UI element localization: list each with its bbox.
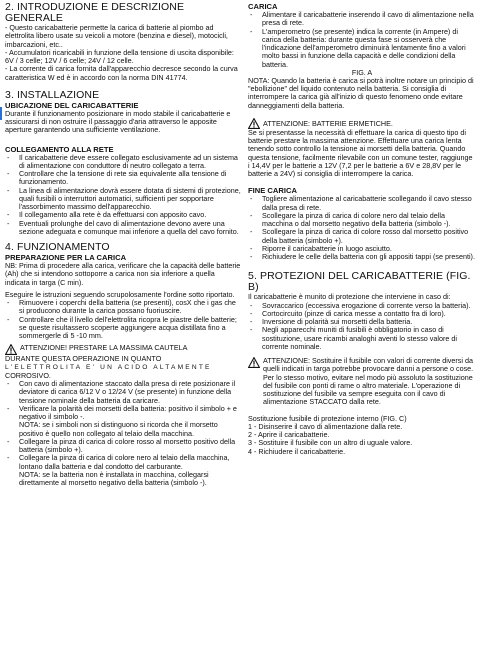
s3-sub1-title: UBICAZIONE DEL CARICABATTERIE [5,100,139,110]
left-column [5,2,241,487]
fuse-step-4: 4 - Richiudere il caricabatterie. [248,446,346,456]
list-item: - Sovraccarico (eccessiva erogazione di corrente verso la batteria). [250,300,471,310]
list-item: - Richiudere le celle della batteria con gli appositi tappi (se presenti). [250,252,475,261]
s4-nb: NB: Prima di procedere alla carica, verificare che la capacità delle batterie (Ah) che si intendono sottoporre a carica non sia inferiore a quella indicata in targa (C min). [5,261,241,287]
s4-warning-line4: CORROSIVO. [5,370,51,380]
section-2-title: 2. INTRODUZIONE E DESCRIZIONE GENERALE [5,1,185,24]
list-item: - Alimentare il caricabatterie inserendo il cavo di alimentazione nella presa di rete. [250,10,474,28]
list-item: - Inversione di polarità sui morsetti della batteria. [250,317,413,326]
list-item: - Cortocircuito (pinze di carica messe a contatto fra di loro). [250,308,446,318]
selection-marker [0,107,2,120]
nota-text: NOTA: Quando la batteria è carica si potrà inoltre notare un principio di "ebollizione" del liquido contenuto nella batteria. Si consiglia di interrompere la carica già all'inizio di questo fenomeno onde evitare danneggiamenti della batteria. [248,75,474,110]
warning-hermetic-title: ATTENZIONE: BATTERIE ERMETICHE. [263,118,393,128]
section-3-title: 3. INSTALLAZIONE [5,88,100,101]
fuse-step-3: 3 - Sostituire il fusibile con un altro di uguale valore. [248,438,413,448]
list-item: - Verificare la polarità dei morsetti della batteria: positivo il simbolo + e negativo il simbolo -. NOTA: se i simboli non si distinguono si ricorda che il morsetto positivo è quello non collegato al telaio della macchina. [7,403,237,438]
section-4-title: 4. FUNZIONAMENTO [5,241,110,253]
fig-a-label: FIG. A [351,67,373,77]
s4-warning-line2: DURANTE QUESTA OPERAZIONE IN QUANTO [5,354,162,364]
carica-list [248,11,476,69]
fine-carica-list [248,195,476,261]
warning-hermetic-text: Se si presentasse la necessità di effettuare la carica di questo tipo di batterie prestare la massima attenzione. Effettuare una carica lenta tenendo sotto controllo la tensione ai morsetti della batteria. Quando questa tensione, facilmente rilevabile con un comune tester, raggiunge i 14,4V per le batterie a 12V (7,2 per le batterie a 6V e 28,8V per le batterie a 24V) si consiglia di interrompere la carica. [248,127,473,178]
fuse-step-1: 1 - Disinserire il cavo di alimentazione dalla rete. [248,421,403,431]
list-item: - Il caricabatterie deve essere collegato esclusivamente ad un sistema di alimentazione con conduttore di neutro collegato a terra. [7,152,238,170]
s4-sub1-title: PREPARAZIONE PER LA CARICA [5,253,127,262]
list-item: - Scollegare la pinza di carica di colore rosso dal morsetto positivo della batteria (simbolo +). [250,227,469,245]
list-item: - Scollegare la pinza di carica di colore nero dal telaio della macchina o dal morsetto negativo della batteria (simbolo -). [250,210,451,228]
list-item: - Il collegamento alla rete è da effettuarsi con apposito cavo. [7,210,207,220]
list-item: - Togliere alimentazione al caricabatterie scollegando il cavo stesso dalla presa di rete. [250,194,472,212]
list-item: - Controllare che la tensione di rete sia equivalente alla tensione di funzionamento. [7,169,227,187]
s5-intro: Il caricabatterie è munito di protezione che interviene in caso di: [248,292,451,302]
warning-icon [248,357,260,368]
list-item: - Collegare la pinza di carica di colore rosso al morsetto positivo della batteria (simbolo +). [7,436,236,454]
list-item: - Collegare la pinza di carica di colore nero al telaio della macchina, lontano dalla batteria e dal condotto del carburante. NOTA: se la batteria non è installata in macchina, collegarsi direttamente al morsetto negativo della batteria (simbolo -). [7,453,230,487]
s3-sub1-text: Durante il funzionamento posizionare in modo stabile il caricabatterie e assicurarsi di non ostruire il passaggio d'aria attraverso le apposite aperture garantendo una sufficiente ventilazione. [5,108,231,135]
s2-item-1: - Questo caricabatterie permette la carica di batterie al piombo ad elettrolita libero usate su veicoli a motore (benzina e diesel), motocicli, imbarcazioni, etc.. [5,23,228,49]
s4-steps-intro: Eseguire le istruzioni seguendo scrupolosamente l'ordine sotto riportato. [5,289,235,299]
warning-fuse-text: ATTENZIONE: Sostituire il fusibile con valori di corrente diversi da quelli indicati in targa potrebbe provocare danni a persone o cose. Per lo stesso motivo, evitare nel modo più assoluto la sostituzione del fusibile con ponti di rame o altro materiale. L'operazione di sostituzione del fusibile va sempre eseguita con il cavo di alimentazione STACCATO dalla rete. [263,356,474,407]
s2-item-3: - La corrente di carica fornita dall'apparecchio decresce secondo la curva caratteristica W ed è in accordo con la norma DIN 41774. [5,64,238,82]
list-item: - Eventuali prolunghe del cavo di alimentazione devono avere una sezione adeguata e comunque mai inferiore a quella del cavo fornito. [7,218,239,236]
s5-list [248,302,476,352]
carica-title: CARICA [248,2,278,11]
s4-steps2-list [5,380,241,487]
list-item: - Negli apparecchi muniti di fusibili è obbligatorio in caso di sostituzione, usare ricambi analoghi aventi lo stesso valore di corrente nominale. [250,325,457,351]
list-item: - La linea di alimentazione dovrà essere dotata di sistemi di protezione, quali fusibili o interruttori automatici, sufficienti per sopportare l'assorbimento massimo dell'apparecchio. [7,185,241,211]
fuse-step-2: 2 - Aprire il caricabatterie. [248,430,330,439]
list-item: - Riporre il caricabatterie in luogo asciutto. [250,243,392,253]
warning-fuse [248,357,476,407]
right-column [248,2,476,456]
list-item: - L'amperometro (se presente) indica la corrente (in Ampere) di carica della batteria: durante questa fase si osserverà che l'indicazione dell'amperometro diminuirà lentamente fino a valori molto bassi in funzione della capacità e delle condizioni della batteria. [250,26,466,69]
list-item: - Controllare che il livello dell'elettrolita ricopra le piastre delle batterie; se queste risultassero scoperte aggiungere acqua distillata fino a sommergerle di 5 -10 mm. [7,314,237,340]
list-item: - Con cavo di alimentazione staccato dalla presa di rete posizionare il deviatore di carica 6/12 V o 12/24 V (se presente) in funzione della tensione nominale della batteria da caricare. [7,379,236,405]
section-5-title: 5. PROTEZIONI DEL CARICABATTERIE (FIG. B) [248,270,471,294]
s4-warning-line3: L'ELETTROLITA E' UN ACIDO ALTAMENTE [5,363,212,371]
s4-nota-2: NOTA: se la batteria non è installata in macchina, collegarsi direttamente al morsetto negativo della batteria (simbolo -). [19,469,209,487]
s4-steps-list [5,299,241,340]
s4-warning-text: ATTENZIONE! PRESTARE LA MASSIMA CAUTELA [20,343,188,353]
list-item: - Rimuovere i coperchi della batteria (se presenti), cosX che i gas che si producono durante la carica possano fuoriuscire. [7,298,236,316]
s4-nota-1: NOTA: se i simboli non si distinguono si ricorda che il morsetto positivo è quello non collegato al telaio della macchina. [19,420,218,438]
fuse-title: Sostituzione fusibile di protezione interno (FIG. C) [248,413,407,423]
s2-item-2: - Accumulatori ricaricabili in funzione della tensione di uscita disponibile: 6V / 3 celle; 12V / 6 celle; 24V / 12 celle. [5,47,234,65]
s3-sub2-title: COLLEGAMENTO ALLA RETE [5,144,114,154]
fine-carica-title: FINE CARICA [248,186,297,196]
s3-sub2-list [5,154,241,237]
